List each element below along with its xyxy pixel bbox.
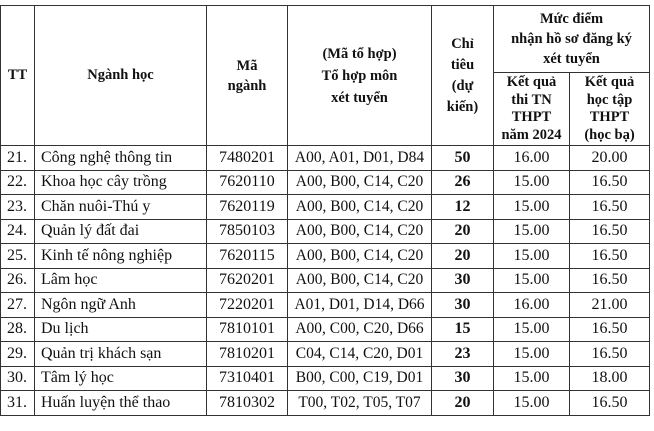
row-number: 21.: [1, 146, 35, 171]
table-row: [1, 366, 650, 391]
record-score: 18.00: [570, 366, 650, 391]
exam-score: 15.00: [494, 342, 570, 367]
quota: 50: [432, 146, 494, 171]
row-number: 26.: [1, 268, 35, 293]
major-name: Du lịch: [35, 317, 207, 342]
exam-score: 15.00: [494, 244, 570, 269]
table-row: [1, 268, 650, 293]
quota: 15: [432, 317, 494, 342]
header-score-record-line3: THPT: [589, 109, 630, 125]
row-number: 29.: [1, 342, 35, 367]
header-code-text: Mã ngành: [227, 57, 267, 94]
table-row: [1, 170, 650, 195]
major-code: 7620119: [207, 195, 288, 220]
subject-combination: A00, B00, C14, C20: [288, 195, 432, 220]
exam-score: 15.00: [494, 366, 570, 391]
record-score: 16.50: [570, 219, 650, 244]
table-row: [1, 342, 650, 367]
major-name: Khoa học cây trồng: [35, 170, 207, 195]
subject-combination: A00, C00, C20, D66: [288, 317, 432, 342]
major-name: Huấn luyện thể thao: [35, 391, 207, 416]
row-number: 31.: [1, 391, 35, 416]
quota: 20: [432, 219, 494, 244]
header-combo: [288, 6, 432, 146]
record-score: 16.50: [570, 391, 650, 416]
record-score: 20.00: [570, 146, 650, 171]
quota: 20: [432, 391, 494, 416]
subject-combination: B00, C00, C19, D01: [288, 366, 432, 391]
quota: 26: [432, 170, 494, 195]
row-number: 30.: [1, 366, 35, 391]
header-score-exam-line3: THPT: [511, 109, 552, 125]
record-score: 16.50: [570, 244, 650, 269]
major-code: 7620201: [207, 268, 288, 293]
record-score: 16.50: [570, 268, 650, 293]
header-score-record-line1: Kết quả: [584, 74, 635, 90]
exam-score: 15.00: [494, 268, 570, 293]
quota: 30: [432, 366, 494, 391]
major-code: 7620110: [207, 170, 288, 195]
header-quota-line4: kiến): [446, 98, 479, 115]
major-name: Tâm lý học: [35, 366, 207, 391]
table-body: [1, 146, 650, 416]
header-score-group: [494, 6, 650, 73]
subject-combination: A01, D01, D14, D66: [288, 293, 432, 318]
major-code: 7220201: [207, 293, 288, 318]
record-score: 16.50: [570, 170, 650, 195]
header-combo-line1: (Mã tổ hợp): [322, 45, 397, 62]
exam-score: 15.00: [494, 391, 570, 416]
record-score: 21.00: [570, 293, 650, 318]
table-row: [1, 244, 650, 269]
major-name: Quản trị khách sạn: [35, 342, 207, 367]
major-code: 7310401: [207, 366, 288, 391]
header-score-exam-line4: năm 2024: [501, 126, 562, 143]
row-number: 28.: [1, 317, 35, 342]
subject-combination: A00, B00, C14, C20: [288, 268, 432, 293]
header-code: [207, 6, 288, 146]
table-row: [1, 195, 650, 220]
quota: 20: [432, 244, 494, 269]
header-quota-line3: (dự: [451, 77, 474, 94]
major-code: 7850103: [207, 219, 288, 244]
header-score-record-line2: học tập: [586, 91, 633, 108]
major-code: 7480201: [207, 146, 288, 171]
subject-combination: T00, T02, T05, T07: [288, 391, 432, 416]
header-quota-line1: Chỉ: [451, 35, 474, 52]
admission-table: [0, 5, 650, 416]
record-score: 16.50: [570, 195, 650, 220]
record-score: 16.50: [570, 342, 650, 367]
header-tt: TT: [1, 6, 35, 146]
quota: 12: [432, 195, 494, 220]
subject-combination: A00, B00, C14, C20: [288, 244, 432, 269]
major-code: 7620115: [207, 244, 288, 269]
major-name: Kinh tế nông nghiệp: [35, 244, 207, 269]
row-number: 27.: [1, 293, 35, 318]
header-score-record-line4: (học bạ): [584, 126, 635, 143]
header-score-record: [570, 73, 650, 146]
major-name: Lâm học: [35, 268, 207, 293]
subject-combination: C04, C14, C20, D01: [288, 342, 432, 367]
exam-score: 15.00: [494, 170, 570, 195]
row-number: 22.: [1, 170, 35, 195]
header-score-exam-line2: thi TN: [511, 91, 552, 108]
major-code: 7810201: [207, 342, 288, 367]
row-number: 23.: [1, 195, 35, 220]
header-quota-line2: tiêu: [450, 56, 475, 73]
exam-score: 15.00: [494, 317, 570, 342]
header-combo-line3: xét tuyển: [331, 89, 388, 106]
row-number: 25.: [1, 244, 35, 269]
major-name: Ngôn ngữ Anh: [35, 293, 207, 318]
table-row: [1, 391, 650, 416]
record-score: 16.50: [570, 317, 650, 342]
header-major: Ngành học: [35, 6, 207, 146]
major-name: Quản lý đất đai: [35, 219, 207, 244]
subject-combination: A00, A01, D01, D84: [288, 146, 432, 171]
header-score-group-line2: nhận hồ sơ đăng ký: [511, 31, 632, 47]
header-row-1: [1, 6, 650, 73]
exam-score: 16.00: [494, 293, 570, 318]
exam-score: 15.00: [494, 219, 570, 244]
header-score-exam-line1: Kết quả: [506, 74, 557, 90]
header-score-group-line1: Mức điểm: [539, 11, 604, 27]
table-row: [1, 219, 650, 244]
exam-score: 16.00: [494, 146, 570, 171]
exam-score: 15.00: [494, 195, 570, 220]
header-score-group-line3: xét tuyển: [543, 51, 600, 67]
subject-combination: A00, B00, C14, C20: [288, 170, 432, 195]
quota: 30: [432, 268, 494, 293]
header-score-exam: [494, 73, 570, 146]
quota: 30: [432, 293, 494, 318]
header-combo-line2: Tổ hợp môn: [321, 67, 398, 84]
table-row: [1, 293, 650, 318]
quota: 23: [432, 342, 494, 367]
table-row: [1, 317, 650, 342]
row-number: 24.: [1, 219, 35, 244]
header-quota: [432, 6, 494, 146]
major-code: 7810101: [207, 317, 288, 342]
table-row: [1, 146, 650, 171]
major-name: Chăn nuôi-Thú y: [35, 195, 207, 220]
major-name: Công nghệ thông tin: [35, 146, 207, 171]
subject-combination: A00, B00, C14, C20: [288, 219, 432, 244]
major-code: 7810302: [207, 391, 288, 416]
